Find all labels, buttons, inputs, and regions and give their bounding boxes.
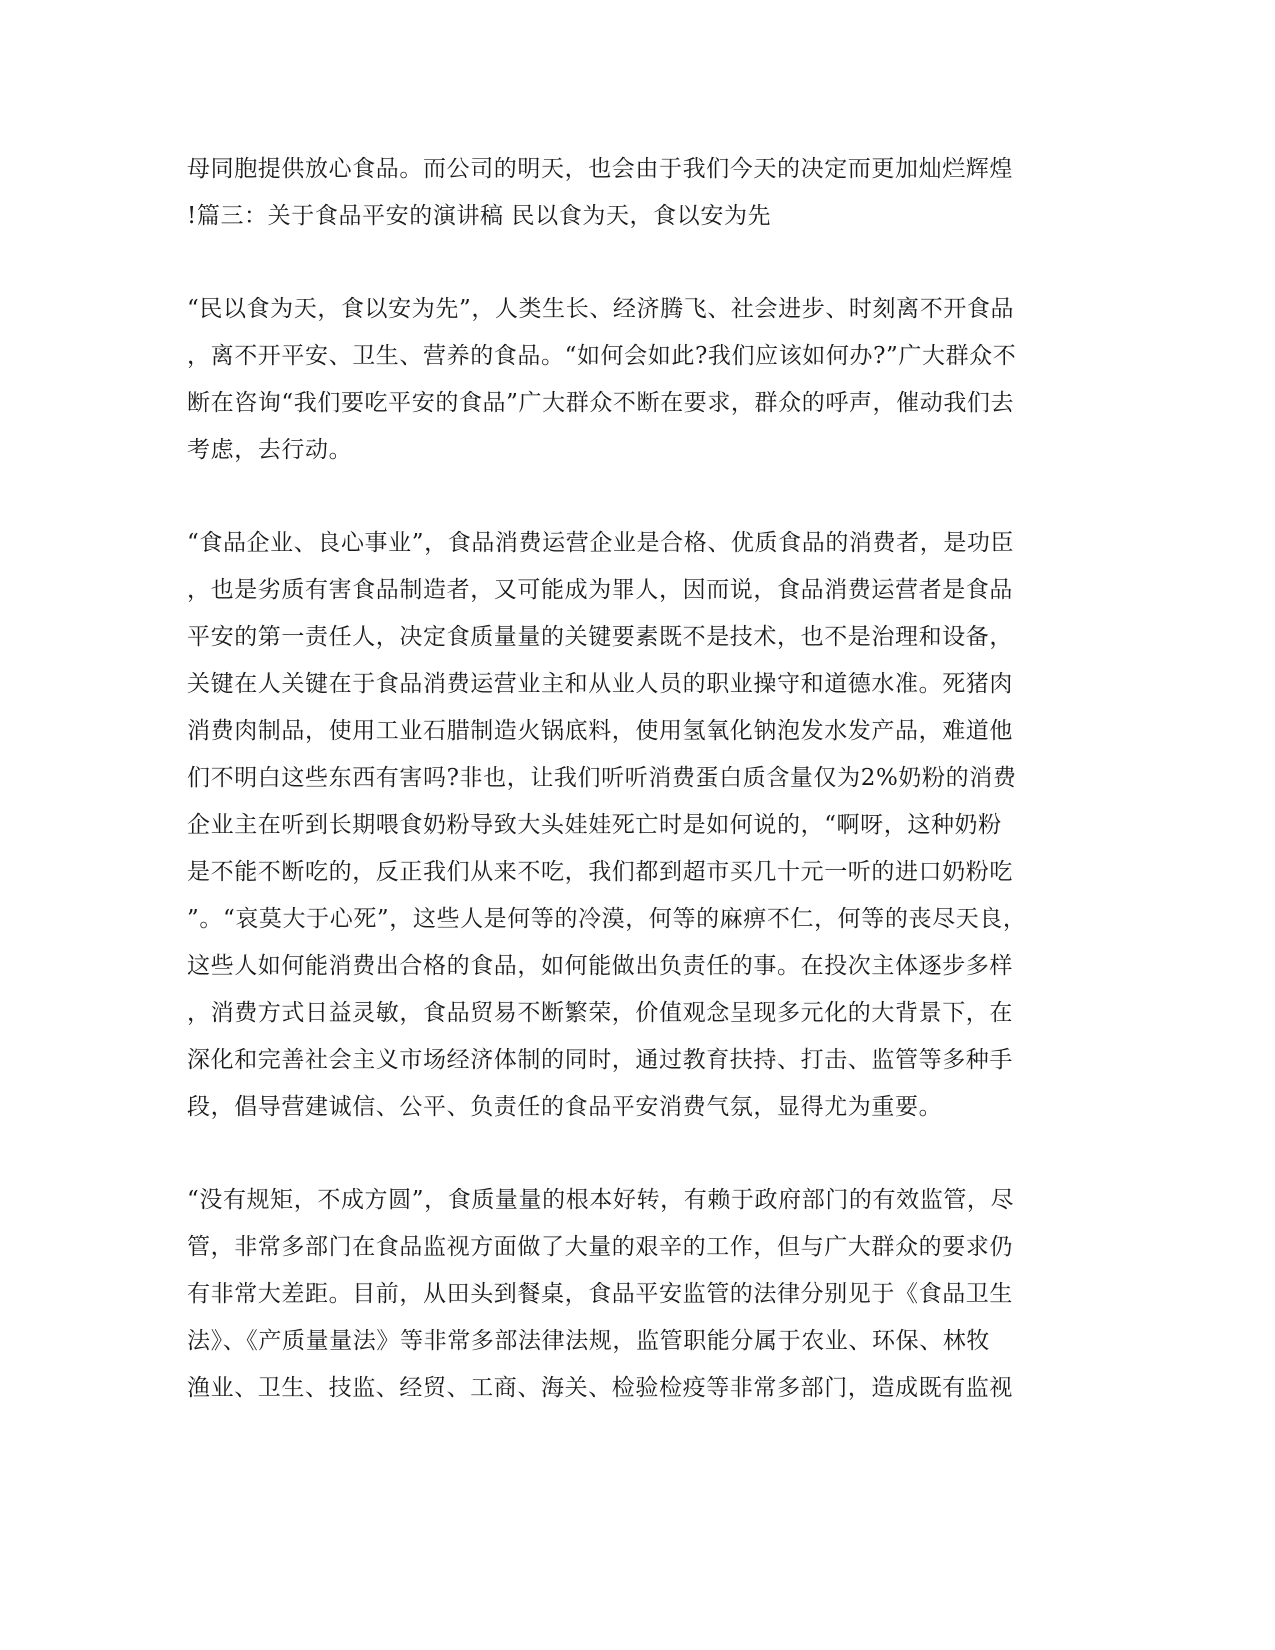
text-line: 渔业、卫生、技监、经贸、工商、海关、检验检疫等非常多部门，造成既有监视 <box>187 1375 1013 1401</box>
paragraph-3 <box>187 520 1067 1131</box>
text-line: “食品企业、良心事业”，食品消费运营企业是合格、优质食品的消费者，是功臣 <box>187 530 1015 556</box>
text-line: 平安的第一责任人，决定食质量量的关键要素既不是技术，也不是治理和设备， <box>187 624 1013 650</box>
paragraph-1 <box>187 146 1067 240</box>
text-line: “没有规矩，不成方圆”，食质量量的根本好转，有赖于政府部门的有效监管，尽 <box>187 1187 1015 1213</box>
text-line: 关键在人关键在于食品消费运营业主和从业人员的职业操守和道德水准。死猪肉 <box>187 671 1013 697</box>
text-line: ，消费方式日益灵敏，食品贸易不断繁荣，价值观念呈现多元化的大背景下，在 <box>187 1000 1013 1026</box>
document-body <box>187 146 1067 1412</box>
paragraph-spacer <box>187 240 1067 286</box>
text-line: ，离不开平安、卫生、营养的食品。“如何会如此?我们应该如何办?”广大群众不 <box>187 343 1017 369</box>
paragraph-spacer <box>187 474 1067 520</box>
text-line: 们不明白这些东西有害吗?非也，让我们听听消费蛋白质含量仅为2%奶粉的消费 <box>187 765 1017 791</box>
text-line: 考虑，去行动。 <box>187 437 353 463</box>
text-line: 有非常大差距。目前，从田头到餐桌，食品平安监管的法律分别见于《食品卫生 <box>187 1281 1013 1307</box>
text-line: 消费肉制品，使用工业石腊制造火锅底料，使用氢氧化钠泡发水发产品，难道他 <box>187 718 1013 744</box>
paragraph-spacer <box>187 1131 1067 1177</box>
text-line: 这些人如何能消费出合格的食品，如何能做出负责任的事。在投次主体逐步多样 <box>187 953 1013 979</box>
paragraph-2 <box>187 286 1067 474</box>
text-line: ”。“哀莫大于心死”，这些人是何等的冷漠，何等的麻痹不仁，何等的丧尽天良， <box>187 906 1027 932</box>
text-line: “民以食为天，食以安为先”，人类生长、经济腾飞、社会进步、时刻离不开食品 <box>187 296 1015 322</box>
text-line: 段，倡导营建诚信、公平、负责任的食品平安消费气氛，显得尤为重要。 <box>187 1094 943 1120</box>
text-line: !篇三：关于食品平安的演讲稿 民以食为天，食以安为先 <box>187 203 772 229</box>
text-line: ，也是劣质有害食品制造者，又可能成为罪人，因而说，食品消费运营者是食品 <box>187 577 1013 603</box>
text-line: 深化和完善社会主义市场经济体制的同时，通过教育扶持、打击、监管等多种手 <box>187 1047 1013 1073</box>
text-line: 管，非常多部门在食品监视方面做了大量的艰辛的工作，但与广大群众的要求仍 <box>187 1234 1013 1260</box>
text-line: 断在咨询“我们要吃平安的食品”广大群众不断在要求，群众的呼声，催动我们去 <box>187 390 1015 416</box>
text-line: 母同胞提供放心食品。而公司的明天，也会由于我们今天的决定而更加灿烂辉煌 <box>187 156 1013 182</box>
text-line: 法》、《产质量量法》等非常多部法律法规，监管职能分属于农业、环保、林牧 <box>187 1328 990 1354</box>
text-line: 企业主在听到长期喂食奶粉导致大头娃娃死亡时是如何说的，“啊呀，这种奶粉 <box>187 812 1002 838</box>
text-line: 是不能不断吃的，反正我们从来不吃，我们都到超市买几十元一听的进口奶粉吃 <box>187 859 1013 885</box>
paragraph-4 <box>187 1177 1067 1412</box>
